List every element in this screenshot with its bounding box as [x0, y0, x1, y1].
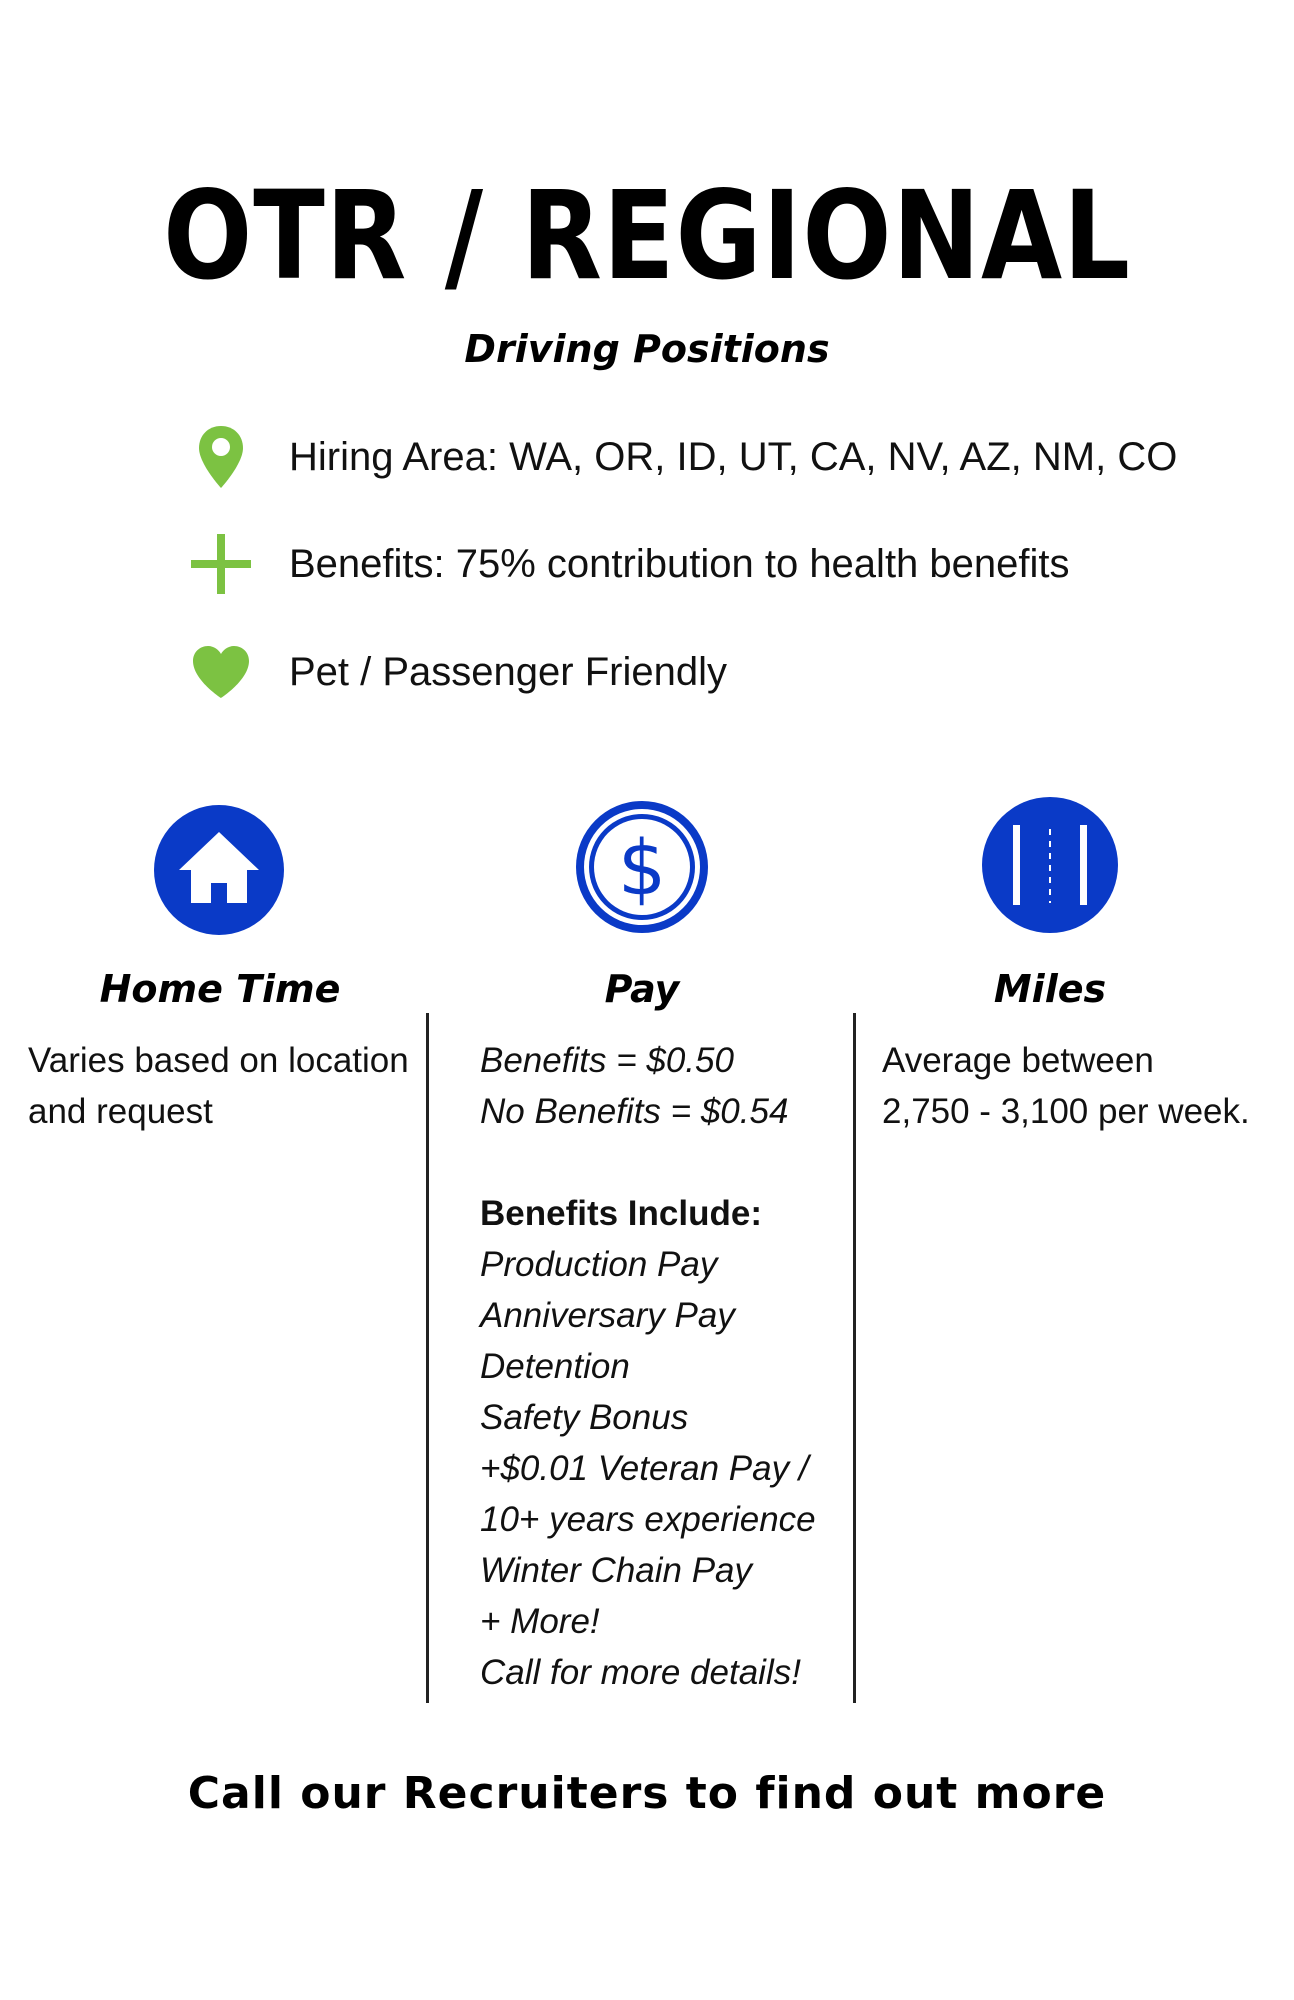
svg-text:$: $: [617, 823, 667, 912]
feature-pet-friendly: [183, 637, 727, 707]
plus-icon: [183, 526, 259, 602]
page-subtitle: Driving Positions: [464, 327, 830, 371]
pay-rate: Benefits = $0.50: [480, 1041, 734, 1080]
miles-description: Average between 2,750 - 3,100 per week.: [882, 1041, 1250, 1131]
benefit-item: + More!: [480, 1602, 600, 1641]
pay-description: [480, 1035, 816, 1698]
feature-benefits: [183, 529, 1070, 599]
benefit-item: Safety Bonus: [480, 1398, 689, 1437]
call-to-action: Call our Recruiters to find out more: [187, 1768, 1107, 1819]
benefit-item: +$0.01 Veteran Pay /: [480, 1449, 809, 1488]
home-icon: [149, 800, 289, 940]
benefit-item: Winter Chain Pay: [480, 1551, 753, 1590]
column-divider: [426, 1013, 429, 1703]
home-time-description: Varies based on location and request: [28, 1041, 409, 1131]
page-title: OTR / REGIONAL: [163, 165, 1131, 307]
column-divider: [853, 1013, 856, 1703]
home-time-heading: Home Time: [99, 967, 341, 1011]
benefit-item: 10+ years experience: [480, 1500, 816, 1539]
feature-text: Pet / Passenger Friendly: [289, 649, 727, 694]
heart-icon: [183, 634, 259, 710]
location-pin-icon: [183, 419, 259, 495]
pay-heading: Pay: [604, 967, 680, 1011]
dollar-icon: [572, 797, 712, 937]
feature-hiring-area: [183, 422, 1177, 492]
benefit-item: Detention: [480, 1347, 630, 1386]
benefit-item: Production Pay: [480, 1245, 718, 1284]
benefits-include-heading: Benefits Include:: [480, 1194, 762, 1233]
benefit-item: Call for more details!: [480, 1653, 801, 1692]
miles-heading: Miles: [993, 967, 1107, 1011]
pay-rate: No Benefits = $0.54: [480, 1092, 789, 1131]
feature-text: Hiring Area: WA, OR, ID, UT, CA, NV, AZ, NM, CO: [289, 434, 1178, 479]
feature-text: Benefits: 75% contribution to health benefits: [289, 541, 1070, 586]
benefit-item: Anniversary Pay: [480, 1296, 735, 1335]
road-icon: [980, 795, 1120, 935]
